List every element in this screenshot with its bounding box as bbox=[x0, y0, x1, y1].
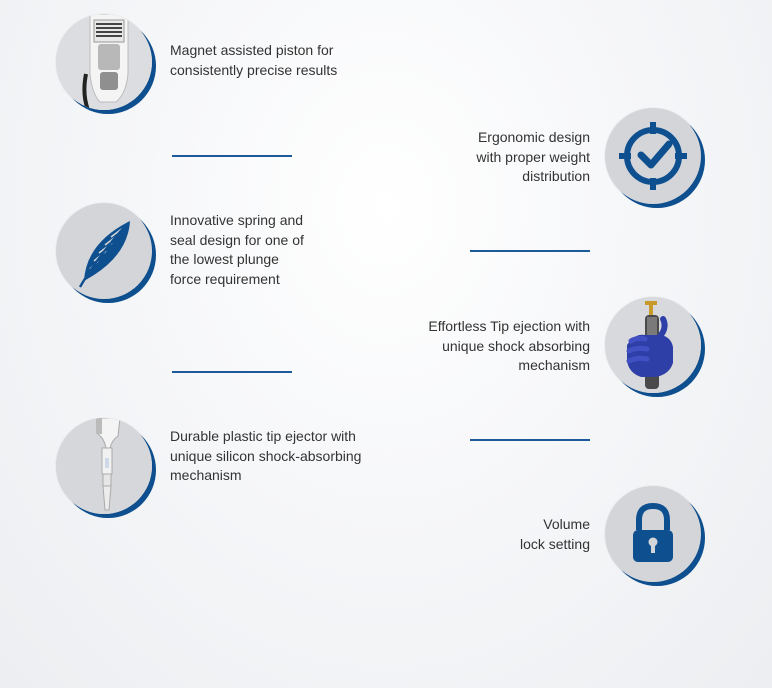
disk bbox=[56, 203, 152, 299]
feature-tip-ejection-text bbox=[428, 317, 590, 376]
feature-line: Durable plastic tip ejector with bbox=[170, 428, 356, 444]
feature-icon bbox=[56, 203, 152, 299]
divider-rule bbox=[470, 250, 590, 252]
feature-line: lock setting bbox=[519, 535, 590, 552]
feature-line: with proper weight bbox=[476, 148, 590, 165]
feature-tip-ejection-image bbox=[605, 297, 705, 397]
divider-rule bbox=[172, 155, 292, 157]
padlock-icon bbox=[605, 486, 701, 582]
disk bbox=[605, 486, 701, 582]
gloved-hand-pipette-photo-icon bbox=[605, 297, 701, 393]
disk bbox=[56, 14, 152, 110]
feature-line: Innovative spring and bbox=[170, 212, 304, 228]
feature-magnet-piston-text bbox=[170, 41, 337, 80]
feature-ergonomic-image bbox=[605, 108, 705, 208]
divider-rule bbox=[470, 439, 590, 441]
feature-line: unique silicon shock-absorbing bbox=[170, 447, 362, 464]
pipette-piston-photo-icon bbox=[56, 14, 152, 110]
feature-line: force requirement bbox=[170, 270, 280, 287]
feature-spring-seal-text bbox=[170, 211, 304, 289]
feature-line: mechanism bbox=[518, 357, 590, 373]
feature-line: unique shock absorbing bbox=[442, 337, 590, 354]
disk bbox=[605, 297, 701, 393]
feature-line: seal design for one of bbox=[170, 231, 304, 248]
divider-rule bbox=[172, 371, 292, 373]
disk bbox=[605, 108, 701, 204]
feature-line: Ergonomic design bbox=[477, 129, 590, 145]
feature-volume-lock-image bbox=[605, 486, 705, 586]
tip-ejector-photo-icon bbox=[56, 418, 152, 514]
target-check-icon bbox=[605, 108, 701, 204]
feature-line: mechanism bbox=[170, 467, 242, 483]
feature-tip-ejector-text bbox=[170, 427, 361, 486]
feature-volume-lock-text bbox=[520, 515, 590, 554]
feature-spring-seal-image bbox=[56, 203, 156, 303]
feature-ergonomic-text bbox=[476, 128, 590, 187]
feature-line: the lowest plunge bbox=[170, 251, 279, 267]
feature-magnet-piston-image bbox=[56, 14, 156, 114]
feature-line: Volume bbox=[543, 516, 590, 532]
feature-line: distribution bbox=[522, 168, 590, 184]
feature-line: Effortless Tip ejection with bbox=[428, 318, 590, 334]
feature-line: consistently precise results bbox=[170, 61, 338, 78]
disk bbox=[56, 418, 152, 514]
feature-tip-ejector-image bbox=[56, 418, 156, 518]
feature-line: Magnet assisted piston for bbox=[170, 42, 334, 58]
